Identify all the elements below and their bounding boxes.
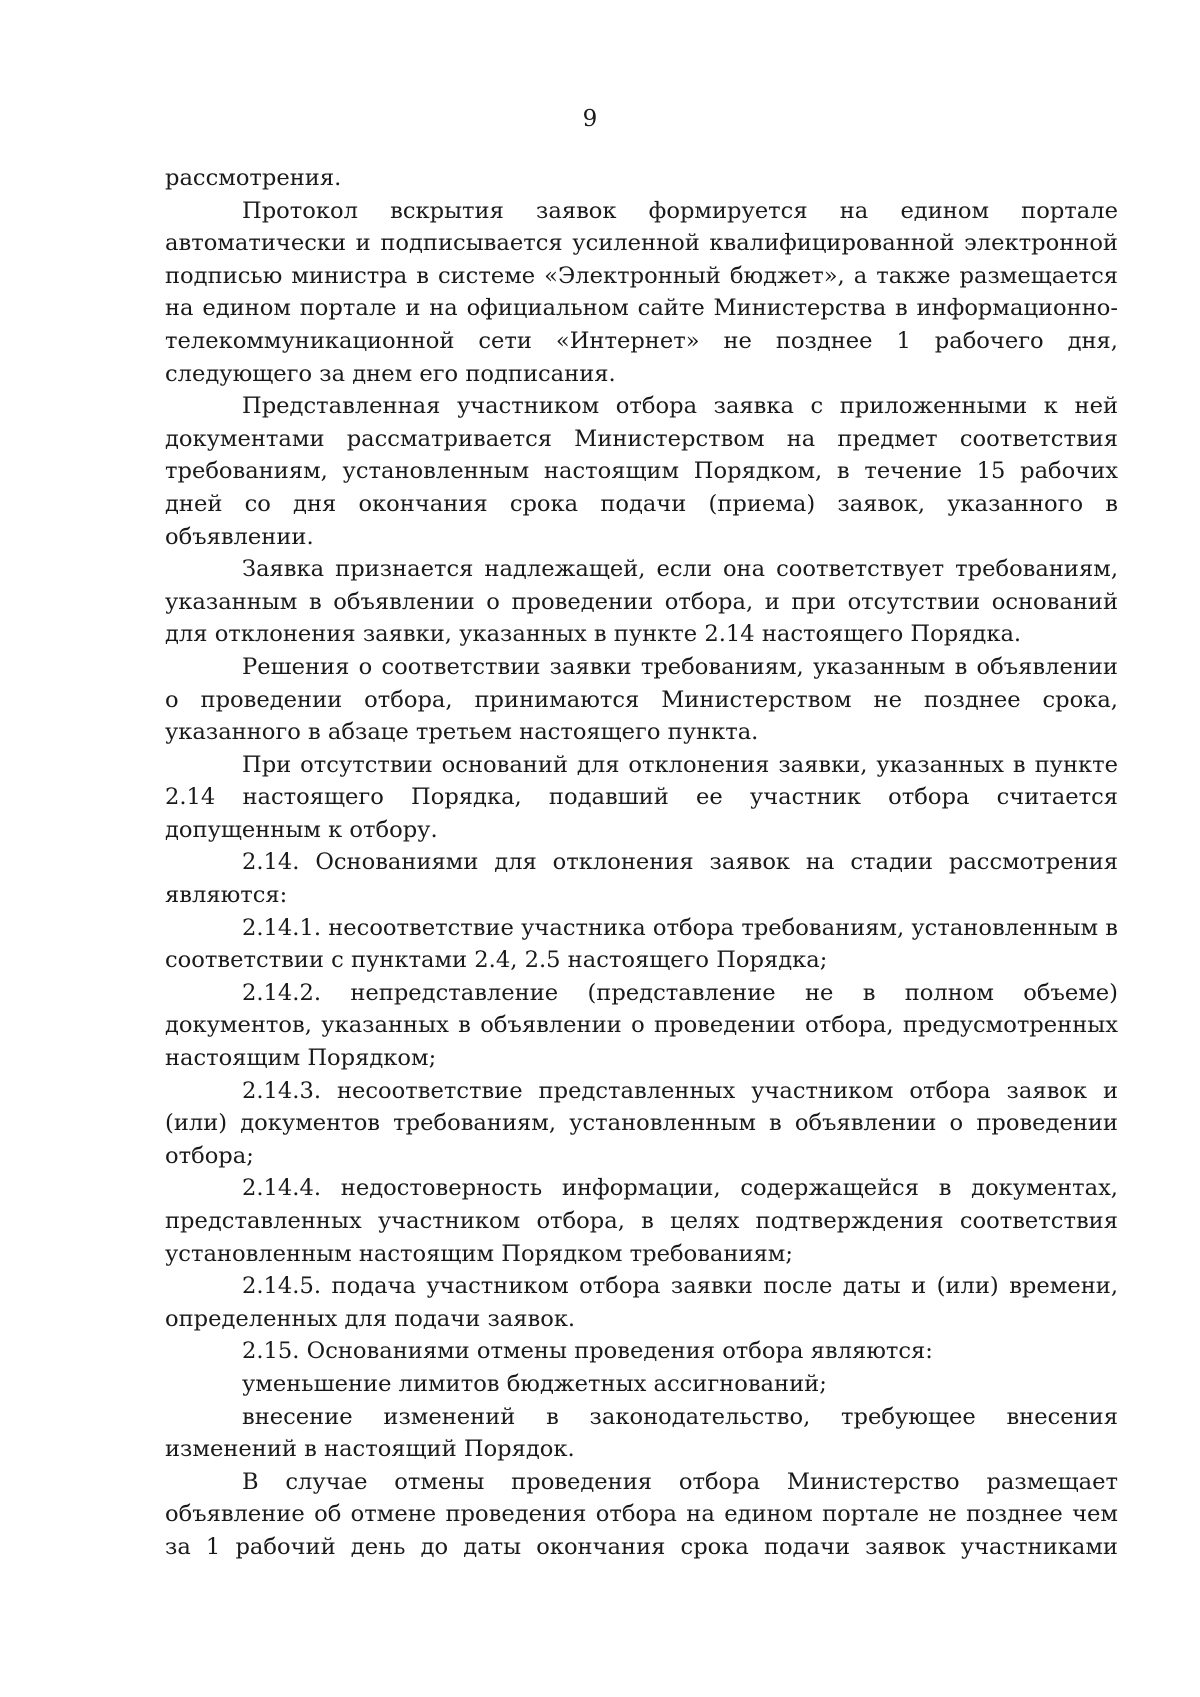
paragraph-decision: Решения о соответствии заявки требованиям, указанным в объявлении о проведении отбора, принимаются Министерством не позднее срока, указанного в абзаце третьем настоящего пункта. [165,653,1118,746]
paragraph-continuation: рассмотрения. [165,165,342,191]
paragraph-admission: При отсутствии оснований для отклонения заявки, указанных в пункте 2.14 настоящего Порядка, подавший ее участник отбора считается допущенным к отбору. [165,751,1118,843]
paragraph-proper-application: Заявка признается надлежащей, если она соответствует требованиям, указанным в объявлении о проведении отбора, и при отсутствии оснований для отклонения заявки, указанных в пункте 2.14 настоящего Порядка. [165,556,1118,648]
cancellation-reason-2: внесение изменений в законодательство, требующее внесения изменений в настоящий Порядок. [165,1403,1118,1463]
document-body [165,162,1118,1564]
clause-2-14-4: 2.14.4. недостоверность информации, содержащейся в документах, представленных участником отбора, в целях подтверждения соответствия установленным настоящим Порядком требованиям; [165,1175,1118,1267]
clause-2-14: 2.14. Основаниями для отклонения заявок на стадии рассмотрения являются: [165,849,1118,909]
cancellation-reason-1: уменьшение лимитов бюджетных ассигнований; [242,1370,827,1397]
page-number: 9 [582,106,598,132]
clause-2-14-3: 2.14.3. несоответствие представленных участником отбора заявок и (или) документов требованиям, установленным в объявлении о проведении отбора; [165,1077,1118,1169]
clause-2-14-1: 2.14.1. несоответствие участника отбора требованиям, установленным в соответствии с пунктами 2.4, 2.5 настоящего Порядка; [165,914,1118,974]
paragraph-review: Представленная участником отбора заявка с приложенными к ней документами рассматривается Министерством на предмет соответствия требованиям, установленным настоящим Порядком, в течение 15 рабочих дней со дня окончания срока подачи (приема) заявок, указанного в объявлении. [165,393,1118,550]
paragraph-cancellation-notice: В случае отмены проведения отбора Министерство размещает объявление об отмене проведения отбора на едином портале не позднее чем за 1 рабочий день до даты окончания срока подачи заявок участниками [165,1468,1118,1560]
paragraph-protocol: Протокол вскрытия заявок формируется на едином портале автоматически и подписывается усиленной квалифицированной электронной подписью министра в системе «Электронный бюджет», а также размещается на едином портале и на официальном сайте Министерства в информационно-телекоммуникационной сети «Интернет» не позднее 1 рабочего дня, следующего за днем его подписания. [165,197,1118,387]
clause-2-14-2: 2.14.2. непредставление (представление не в полном объеме) документов, указанных в объявлении о проведении отбора, предусмотренных настоящим Порядком; [165,979,1118,1072]
clause-2-14-5: 2.14.5. подача участником отбора заявки после даты и (или) времени, определенных для подачи заявок. [165,1273,1118,1332]
clause-2-15: 2.15. Основаниями отмены проведения отбора являются: [242,1338,933,1365]
